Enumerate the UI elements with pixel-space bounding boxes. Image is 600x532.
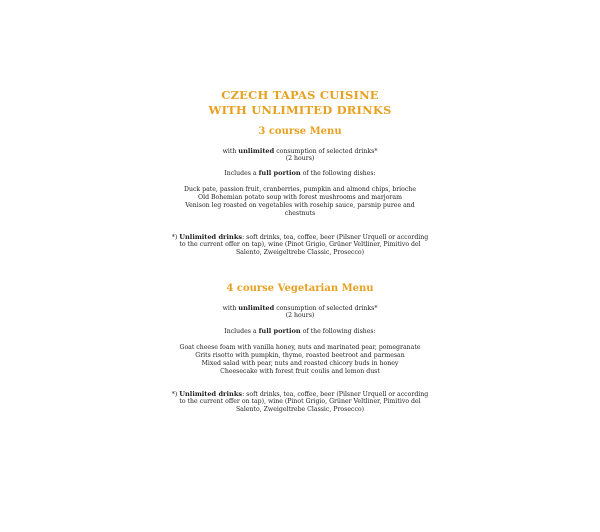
dish-line: Duck pate, passion fruit, cranberries, pumpkin and almond chips, brioche: [184, 186, 416, 193]
dish-line: Old Bohemian potato soup with forest mushrooms and marjoram: [198, 194, 402, 201]
menu-title-line-1: CZECH TAPAS CUISINE: [221, 88, 379, 102]
includes-note: Includes a full portion of the following dishes:: [224, 169, 376, 177]
menu-heading: 3 course Menu: [258, 126, 342, 137]
includes-note: Includes a full portion of the following dishes:: [224, 327, 376, 335]
drinks-note-line: Salento, Zweigeltrebe Classic, Prosecco): [235, 249, 365, 256]
dish-line: Cheesecake with forest fruit coulis and lemon dust: [220, 368, 380, 375]
duration-note: (2 hours): [285, 155, 315, 162]
dish-line: Venison leg roasted on vegetables with rosehip sauce, parsnip puree and: [185, 202, 415, 209]
drinks-note-line: to the current offer on tap), wine (Pinot Grigio, Grüner Veltliner, Pimitivo del: [179, 398, 421, 405]
menu-title-line-2: WITH UNLIMITED DRINKS: [208, 103, 392, 117]
drinks-note-line: *) Unlimited drinks: soft drinks, tea, coffee, beer (Pilsner Urquell or according: [171, 233, 429, 241]
consumption-note: with unlimited consumption of selected drinks*: [222, 304, 378, 312]
dish-line: Goat cheese foam with vanilla honey, nuts and marinated pear, pomegranate: [179, 344, 421, 351]
drinks-note-line: Salento, Zweigeltrebe Classic, Prosecco): [235, 406, 365, 413]
drinks-note-line: *) Unlimited drinks: soft drinks, tea, coffee, beer (Pilsner Urquell or according: [171, 390, 429, 398]
drinks-note-line: to the current offer on tap), wine (Pinot Grigio, Grüner Veltliner, Pimitivo del: [179, 241, 421, 248]
dish-line: chestnuts: [284, 210, 316, 217]
menu-heading: 4 course Vegetarian Menu: [226, 283, 374, 294]
consumption-note: with unlimited consumption of selected drinks*: [222, 147, 378, 155]
duration-note: (2 hours): [285, 312, 315, 319]
dish-line: Grits risotto with pumpkin, thyme, roasted beetroot and parmesan: [195, 352, 405, 359]
dish-line: Mixed salad with pear, nuts and roasted chicory buds in honey: [201, 360, 399, 367]
